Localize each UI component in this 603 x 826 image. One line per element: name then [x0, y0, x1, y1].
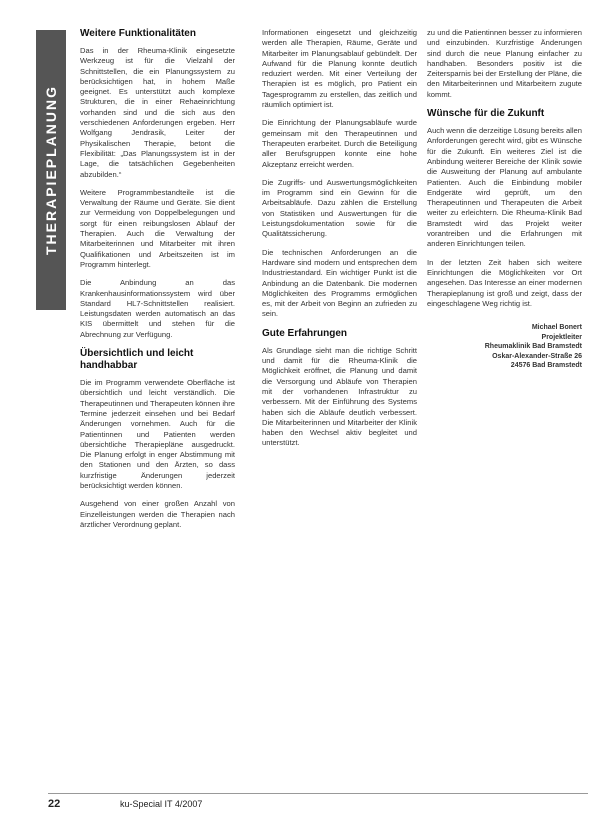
paragraph: In der letzten Zeit haben sich weitere Einrichtungen die Möglichkeiten vor Ort angesehen. Das Interesse an einer modernen Therapieplanung ist groß und zeigt, dass der eingeschlagene Weg richtig ist. [427, 257, 582, 308]
paragraph: Die Zugriffs- und Auswertungsmöglichkeiten im Programm sind ein Gewinn für die Arbeitsabläufe. Dazu zählen die Erstellung von Statistiken und Auswertungen für die Leistungsdokumentation sowie für die Qualitätssicherung. [262, 177, 417, 239]
footer-rule [48, 793, 588, 794]
author-street: Oskar-Alexander-Straße 26 [492, 352, 582, 360]
paragraph: Auch wenn die derzeitige Lösung bereits allen Anforderungen gerecht wird, gibt es Wünsche für die Zukunft. Ein weiteres Ziel ist die Anbindung weiterer Bereiche der Klinik sowie die Ausweitung der Planung auf ambulante Patienten. Auch die Einbindung mobiler Endgeräte wird geprüft, um den Therapeutinnen und Therapeuten die Arbeit weiter zu erleichtern. Die Rheuma-Klinik Bad Bramstedt wird das Projekt weiter vorantreiben und die Erfahrungen mit anderen Einrichtungen teilen. [427, 126, 582, 249]
column-3 [427, 28, 582, 371]
column-2 [262, 28, 417, 457]
paragraph: Informationen eingesetzt und gleichzeitig werden alle Therapien, Räume, Geräte und Mitarbeiter im Planungsablauf gebündelt. Der Aufwand für die Planung konnte deutlich reduziert werden. Mit einer Verteilung der Therapien ist es möglich, pro Patient ein Tagesprogramm zu erstellen, das zeitlich und räumlich optimiert ist. [262, 28, 417, 110]
heading: Gute Erfahrungen [262, 327, 348, 339]
paragraph: Das in der Rheuma-Klinik eingesetzte Werkzeug ist für die Vielzahl der Schnittstellen, die ein Planungssystem zu berücksichtigen hat, in hohem Maße geeignet. Es unterstützt auch komplexe Strukturen, die in einer Rehaeinrichtung vorhanden sind und die sich aus den verschiedenen Anforderungen ergeben. Herr Wolfgang Jendrasik, Leiter der Physikalischen Therapie, betont die Flexibilität: „Das Planungssystem ist in der Lage, die tatsächlichen Gegebenheiten abzubilden.“ [80, 46, 235, 179]
author-signature [427, 323, 582, 371]
section-tab-label: THERAPIEPLANUNG [43, 85, 59, 256]
heading: Weitere Funktionalitäten [80, 28, 196, 39]
paragraph: Als Grundlage sieht man die richtige Schritt und damit für die Rheuma-Klinik die Möglichkeit eröffnet, die Planung und damit die Versorgung und Abläufe von Therapien mit der vorhandenen Infrastruktur zu verbessern. Mit der Einführung des Systems haben sich die Abläufe deutlich verbessert. Die Mitarbeiterinnen und Mitarbeiter der Klinik haben den Wechsel aktiv begleitet und unterstützt. [262, 345, 417, 448]
footer [48, 798, 588, 818]
author-name: Michael Bonert [531, 324, 582, 332]
heading: Wünsche für die Zukunft [427, 108, 545, 120]
paragraph: Die Einrichtung der Planungsabläufe wurde gemeinsam mit den Therapeutinnen und Therapeuten erarbeitet. Durch die Beteiligung aller Berufsgruppen konnte eine hohe Akzeptanz erreicht werden. [262, 118, 417, 169]
paragraph: zu und die Patientinnen besser zu informieren und einzubinden. Kurzfristige Änderungen sind durch die neue Planung einfacher zu handhaben. Besonders positiv ist die Zeitersparnis bei der Erstellung der Pläne, die den Mitarbeiterinnen und Mitarbeitern zugute kommt. [427, 28, 582, 99]
author-org: Rheumaklinik Bad Bramstedt [484, 343, 582, 351]
author-city: 24576 Bad Bramstedt [510, 362, 582, 370]
paragraph: Die technischen Anforderungen an die Hardware sind modern und entsprechen dem Industriestandard. Ein wichtiger Punkt ist die Anbindung an die Datenbank. Die modernen Möglichkeiten des Programms ermöglichen es, mit der Arbeit von Beginn an zufrieden zu sein. [262, 247, 417, 319]
paragraph: Die Anbindung an das Krankenhausinformationssystem wird über Standard HL7-Schnittstellen realisiert. Leistungsdaten werden automatisch an das KIS übermittelt und stehen für die Abrechnung zur Verfügung. [80, 278, 235, 339]
paragraph: Weitere Programmbestandteile ist die Verwaltung der Räume und Geräte. Sie dient zur Vermeidung von Doppelbelegungen und sorgt für einen reibungslosen Ablauf der Therapien. Auch die Verwaltung der Mitarbeiterinnen und Mitarbeiter mit ihren Qualifikationen und Arbeitszeiten ist im Programm hinterlegt. [80, 187, 235, 269]
heading: Übersichtlich und leicht handhabbar [80, 348, 194, 372]
page-number: 22 [48, 798, 61, 810]
column-1 [80, 28, 235, 538]
paragraph: Die im Programm verwendete Oberfläche ist übersichtlich und leicht verständlich. Die Therapeutinnen und Therapeuten können ihre Termine jederzeit einsehen und bei Bedarf Änderungen vornehmen. Auch für die Patientinnen und Patienten werden übersichtliche Therapiepläne ausgedruckt. Die Planung erfolgt in enger Abstimmung mit den Stationen und den Ärzten, so dass kurzfristige Änderungen jederzeit berücksichtigt werden können. [80, 378, 235, 490]
author-role: Projektleiter [541, 333, 582, 341]
paragraph: Ausgehend von einer großen Anzahl von Einzelleistungen werden die Therapien nach ärztlicher Verordnung geplant. [80, 499, 235, 529]
publication-source: ku-Special IT 4/2007 [120, 799, 203, 809]
